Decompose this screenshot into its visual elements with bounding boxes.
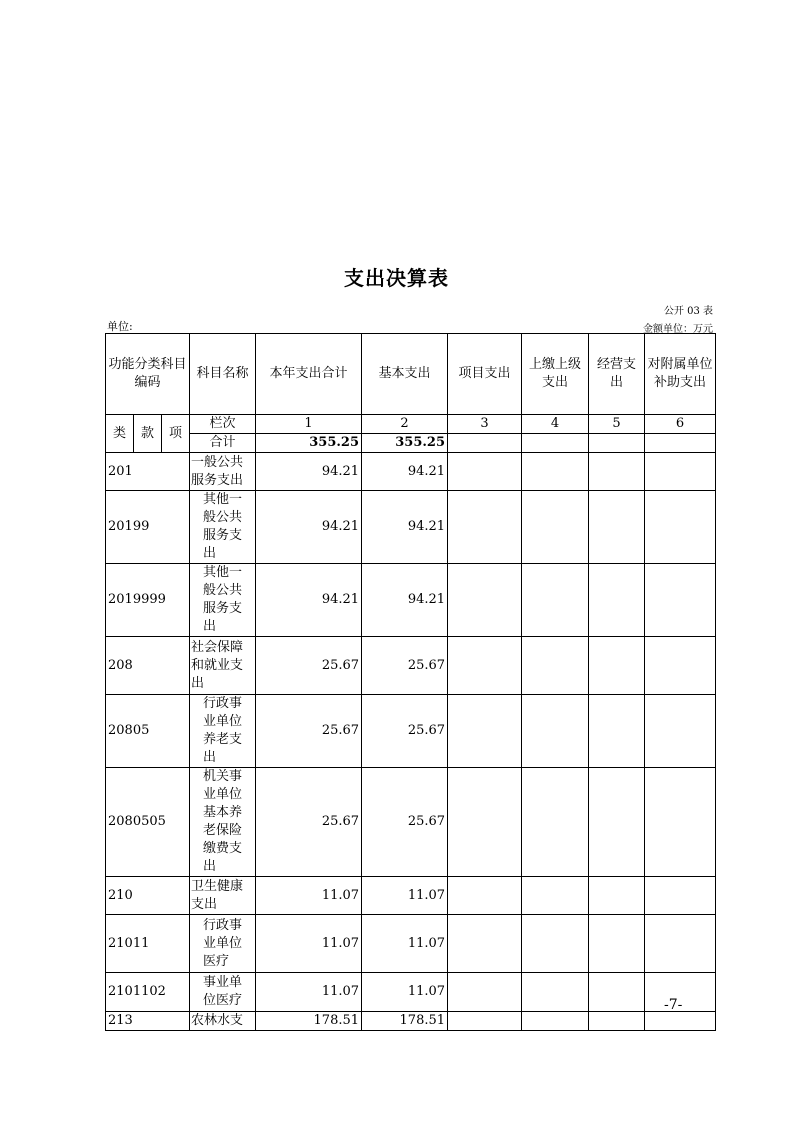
row-basic: 178.51 xyxy=(362,1012,448,1031)
row-total: 25.67 xyxy=(256,768,362,877)
table-row xyxy=(106,695,716,768)
row-total: 11.07 xyxy=(256,973,362,1012)
table-row xyxy=(106,564,716,637)
row-name: 机关事业单位基本养老保险缴费支出 xyxy=(190,768,256,877)
row-name: 农林水支 xyxy=(190,1012,256,1031)
header-xiang: 项 xyxy=(162,415,190,453)
table-row xyxy=(106,915,716,973)
col-index-3: 3 xyxy=(448,415,522,434)
header-kuan: 款 xyxy=(134,415,162,453)
row-code: 201 xyxy=(106,453,190,491)
row-name: 卫生健康支出 xyxy=(190,877,256,915)
header-code: 功能分类科目编码 xyxy=(106,334,190,415)
row-name: 其他一般公共服务支出 xyxy=(190,491,256,564)
row-basic: 94.21 xyxy=(362,453,448,491)
row-name: 行政事业单位医疗 xyxy=(190,915,256,973)
table-row xyxy=(106,768,716,877)
row-name: 一般公共服务支出 xyxy=(190,453,256,491)
header-project: 项目支出 xyxy=(448,334,522,415)
total-row xyxy=(106,434,716,453)
header-lei: 类 xyxy=(106,415,134,453)
row-total: 11.07 xyxy=(256,877,362,915)
row-basic: 94.21 xyxy=(362,564,448,637)
col-index-2: 2 xyxy=(362,415,448,434)
row-total: 25.67 xyxy=(256,695,362,768)
row-total: 94.21 xyxy=(256,453,362,491)
row-code: 20805 xyxy=(106,695,190,768)
row-code: 2101102 xyxy=(106,973,190,1012)
col-index-5: 5 xyxy=(589,415,645,434)
header-total: 本年支出合计 xyxy=(256,334,362,415)
row-name: 行政事业单位养老支出 xyxy=(190,695,256,768)
row-basic: 25.67 xyxy=(362,637,448,695)
unit-label: 单位: xyxy=(107,320,133,333)
header-subsidy: 对附属单位补助支出 xyxy=(645,334,716,415)
table-number: 公开 03 表 xyxy=(663,306,713,317)
row-code: 208 xyxy=(106,637,190,695)
row-total: 94.21 xyxy=(256,491,362,564)
table-row xyxy=(106,453,716,491)
row-code: 2019999 xyxy=(106,564,190,637)
row-total: 11.07 xyxy=(256,915,362,973)
col-index-4: 4 xyxy=(522,415,589,434)
total-total: 355.25 xyxy=(256,434,362,453)
row-total: 178.51 xyxy=(256,1012,362,1031)
total-basic: 355.25 xyxy=(362,434,448,453)
header-business: 经营支出 xyxy=(589,334,645,415)
row-code: 2080505 xyxy=(106,768,190,877)
row-basic: 11.07 xyxy=(362,915,448,973)
page-title: 支出决算表 xyxy=(344,266,449,290)
row-name: 其他一般公共服务支出 xyxy=(190,564,256,637)
row-basic: 25.67 xyxy=(362,695,448,768)
row-code: 210 xyxy=(106,877,190,915)
col-index-6: 6 xyxy=(645,415,716,434)
row-basic: 25.67 xyxy=(362,768,448,877)
row-total: 94.21 xyxy=(256,564,362,637)
row-total: 25.67 xyxy=(256,637,362,695)
table-row xyxy=(106,973,716,1012)
row-code: 21011 xyxy=(106,915,190,973)
column-index-row xyxy=(106,415,716,434)
row-basic: 11.07 xyxy=(362,973,448,1012)
table-row xyxy=(106,491,716,564)
row-name: 事业单位医疗 xyxy=(190,973,256,1012)
table-row xyxy=(106,1012,716,1031)
header-name: 科目名称 xyxy=(190,334,256,415)
header-lanci: 栏次 xyxy=(190,415,256,434)
row-basic: 11.07 xyxy=(362,877,448,915)
row-code: 213 xyxy=(106,1012,190,1031)
table-row xyxy=(106,637,716,695)
money-unit-label: 金额单位：万元 xyxy=(643,324,713,335)
row-basic: 94.21 xyxy=(362,491,448,564)
col-index-1: 1 xyxy=(256,415,362,434)
header-basic: 基本支出 xyxy=(362,334,448,415)
row-code: 20199 xyxy=(106,491,190,564)
page-number: -7- xyxy=(664,997,683,1013)
table-row xyxy=(106,877,716,915)
header-row xyxy=(106,334,716,415)
header-upper: 上缴上级支出 xyxy=(522,334,589,415)
total-label: 合计 xyxy=(190,434,256,453)
expenditure-table xyxy=(105,333,716,1031)
row-name: 社会保障和就业支出 xyxy=(190,637,256,695)
